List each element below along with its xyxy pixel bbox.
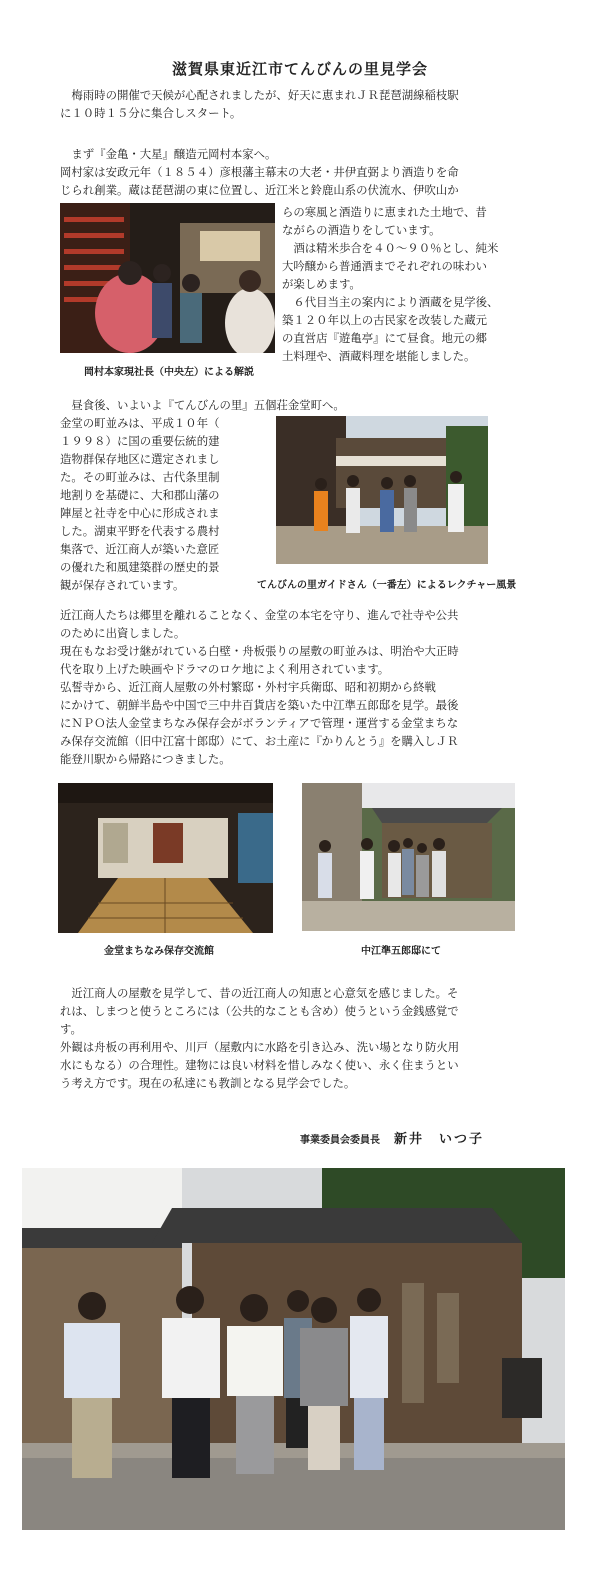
group-photo	[22, 1168, 565, 1530]
text-line: した。湖東平野を代表する農村	[60, 524, 220, 538]
text-line: ６代目当主の案内により酒蔵を見学後、	[282, 295, 499, 309]
nakae-residence-photo	[302, 783, 515, 931]
text-line: 築１２０年以上の古民家を改装した蔵元	[282, 313, 488, 327]
text-line: す。	[60, 1022, 82, 1036]
text-line: 近江商人たちは郷里を離れることなく、金堂の本宅を守り、進んで社寺や公共	[60, 608, 459, 622]
text-line: 土料理や、酒蔵料理を堪能しました。	[282, 349, 476, 363]
brewery-interior-photo	[60, 203, 275, 353]
text-line: じられ創業。蔵は琵琶湖の東に位置し、近江米と鈴鹿山系の伏流水、伊吹山か	[60, 183, 459, 197]
text-line: が楽しめます。	[282, 277, 361, 291]
intro-paragraph	[60, 86, 459, 122]
text-line: 大吟醸から普通酒までそれぞれの味わい	[282, 259, 488, 273]
text-line: 観が保存されています。	[60, 578, 185, 592]
text-line: ながらの酒造りをしています。	[282, 223, 441, 237]
kondo-hall-photo	[58, 783, 273, 933]
caption-kondo-hall: 金堂まちなみ保存交流館	[104, 946, 214, 957]
text-line: 水にもなる）の合理性。建物には良い材料を惜しみなく使い、永く住まうとい	[60, 1058, 459, 1072]
section1-heading: まず『金亀・大星』醸造元岡村本家へ。	[60, 147, 277, 161]
section2-left-column	[60, 414, 219, 594]
text-line: にＮＰＯ法人金堂まちなみ保存会がボランティアで管理・運営する金堂まちな	[60, 716, 459, 730]
signature-name: 新井 いつ子	[394, 1132, 485, 1147]
caption-guide: てんびんの里ガイドさん（一番左）によるレクチャー風景	[257, 580, 517, 591]
text-line: 代を取り上げた映画やドラマのロケ地によく利用されています。	[60, 662, 390, 676]
text-line: 梅雨時の開催で天候が心配されましたが、好天に恵まれＪＲ琵琶湖線稲枝駅	[60, 88, 459, 102]
text-line: 集落で、近江商人が築いた意匠	[60, 542, 220, 556]
text-line: 地割りを基礎に、大和郡山藩の	[60, 488, 220, 502]
text-line: 造物群保存地区に選定されまし	[60, 452, 220, 466]
section1-right-column	[282, 203, 498, 365]
conclusion-paragraph	[60, 984, 459, 1092]
signature-role: 事業委員会委員長	[300, 1135, 380, 1146]
text-line: 外観は舟板の再利用や、川戸（屋敷内に水路を引き込み、洗い場となり防火用	[60, 1040, 460, 1054]
section1-text	[60, 145, 459, 199]
section2-heading: 昼食後、いよいよ『てんびんの里』五個荘金堂町へ。	[60, 398, 345, 412]
text-line: のために出資しました。	[60, 626, 186, 640]
text-line: の直営店『遊亀亭』にて昼食。地元の郷	[282, 331, 488, 345]
guide-lecture-photo	[276, 416, 488, 564]
text-line: 金堂の町並みは、平成１０年（	[60, 416, 220, 430]
caption-nakae: 中江準五郎邸にて	[361, 946, 441, 957]
text-line: う考え方です。現在の私達にも教訓となる見学会でした。	[60, 1076, 356, 1090]
text-line: に１０時１５分に集合しスタート。	[60, 106, 242, 120]
text-line: れは、しまつと使うところには（公共的なことも含め）使うという金銭感覚で	[60, 1004, 459, 1018]
text-line: み保存交流館（旧中江富十郎邸）にて、お土産に『かりんとう』を購入しＪＲ	[60, 734, 459, 748]
signature	[300, 1128, 484, 1147]
text-line: 岡村家は安政元年（１８５４）彦根藩主幕末の大老・井伊直弼より酒造りを命	[60, 165, 459, 179]
text-line: 近江商人の屋敷を見学して、昔の近江商人の知恵と心意気を感じました。そ	[60, 986, 459, 1000]
section2-full-text	[60, 606, 459, 768]
text-line: １９９８）に国の重要伝統的建	[60, 434, 220, 448]
text-line: の優れた和風建築群の歴史的景	[60, 560, 220, 574]
text-line: 陣屋と社寺を中心に形成されま	[60, 506, 220, 520]
text-line: 酒は精米歩合を４０～９０％とし、純米	[282, 241, 499, 255]
text-line: にかけて、朝鮮半島や中国で三中井百貨店を築いた中江準五郎邸を見学。最後	[60, 698, 459, 712]
text-line: た。その町並みは、古代条里制	[60, 470, 220, 484]
caption-brewery: 岡村本家現社長（中央左）による解説	[84, 367, 254, 378]
text-line: 弘誓寺から、近江商人屋敷の外村繁邸・外村宇兵衛邸、昭和初期から終戦	[60, 680, 436, 694]
text-line: 能登川駅から帰路につきました。	[60, 752, 231, 766]
text-line: らの寒風と酒造りに恵まれた土地で、昔	[282, 205, 487, 219]
page-title: 滋賀県東近江市てんびんの里見学会	[171, 60, 428, 78]
text-line: 現在もなお受け継がれている白壁・舟板張りの屋敷の町並みは、明治や大正時	[60, 644, 459, 658]
